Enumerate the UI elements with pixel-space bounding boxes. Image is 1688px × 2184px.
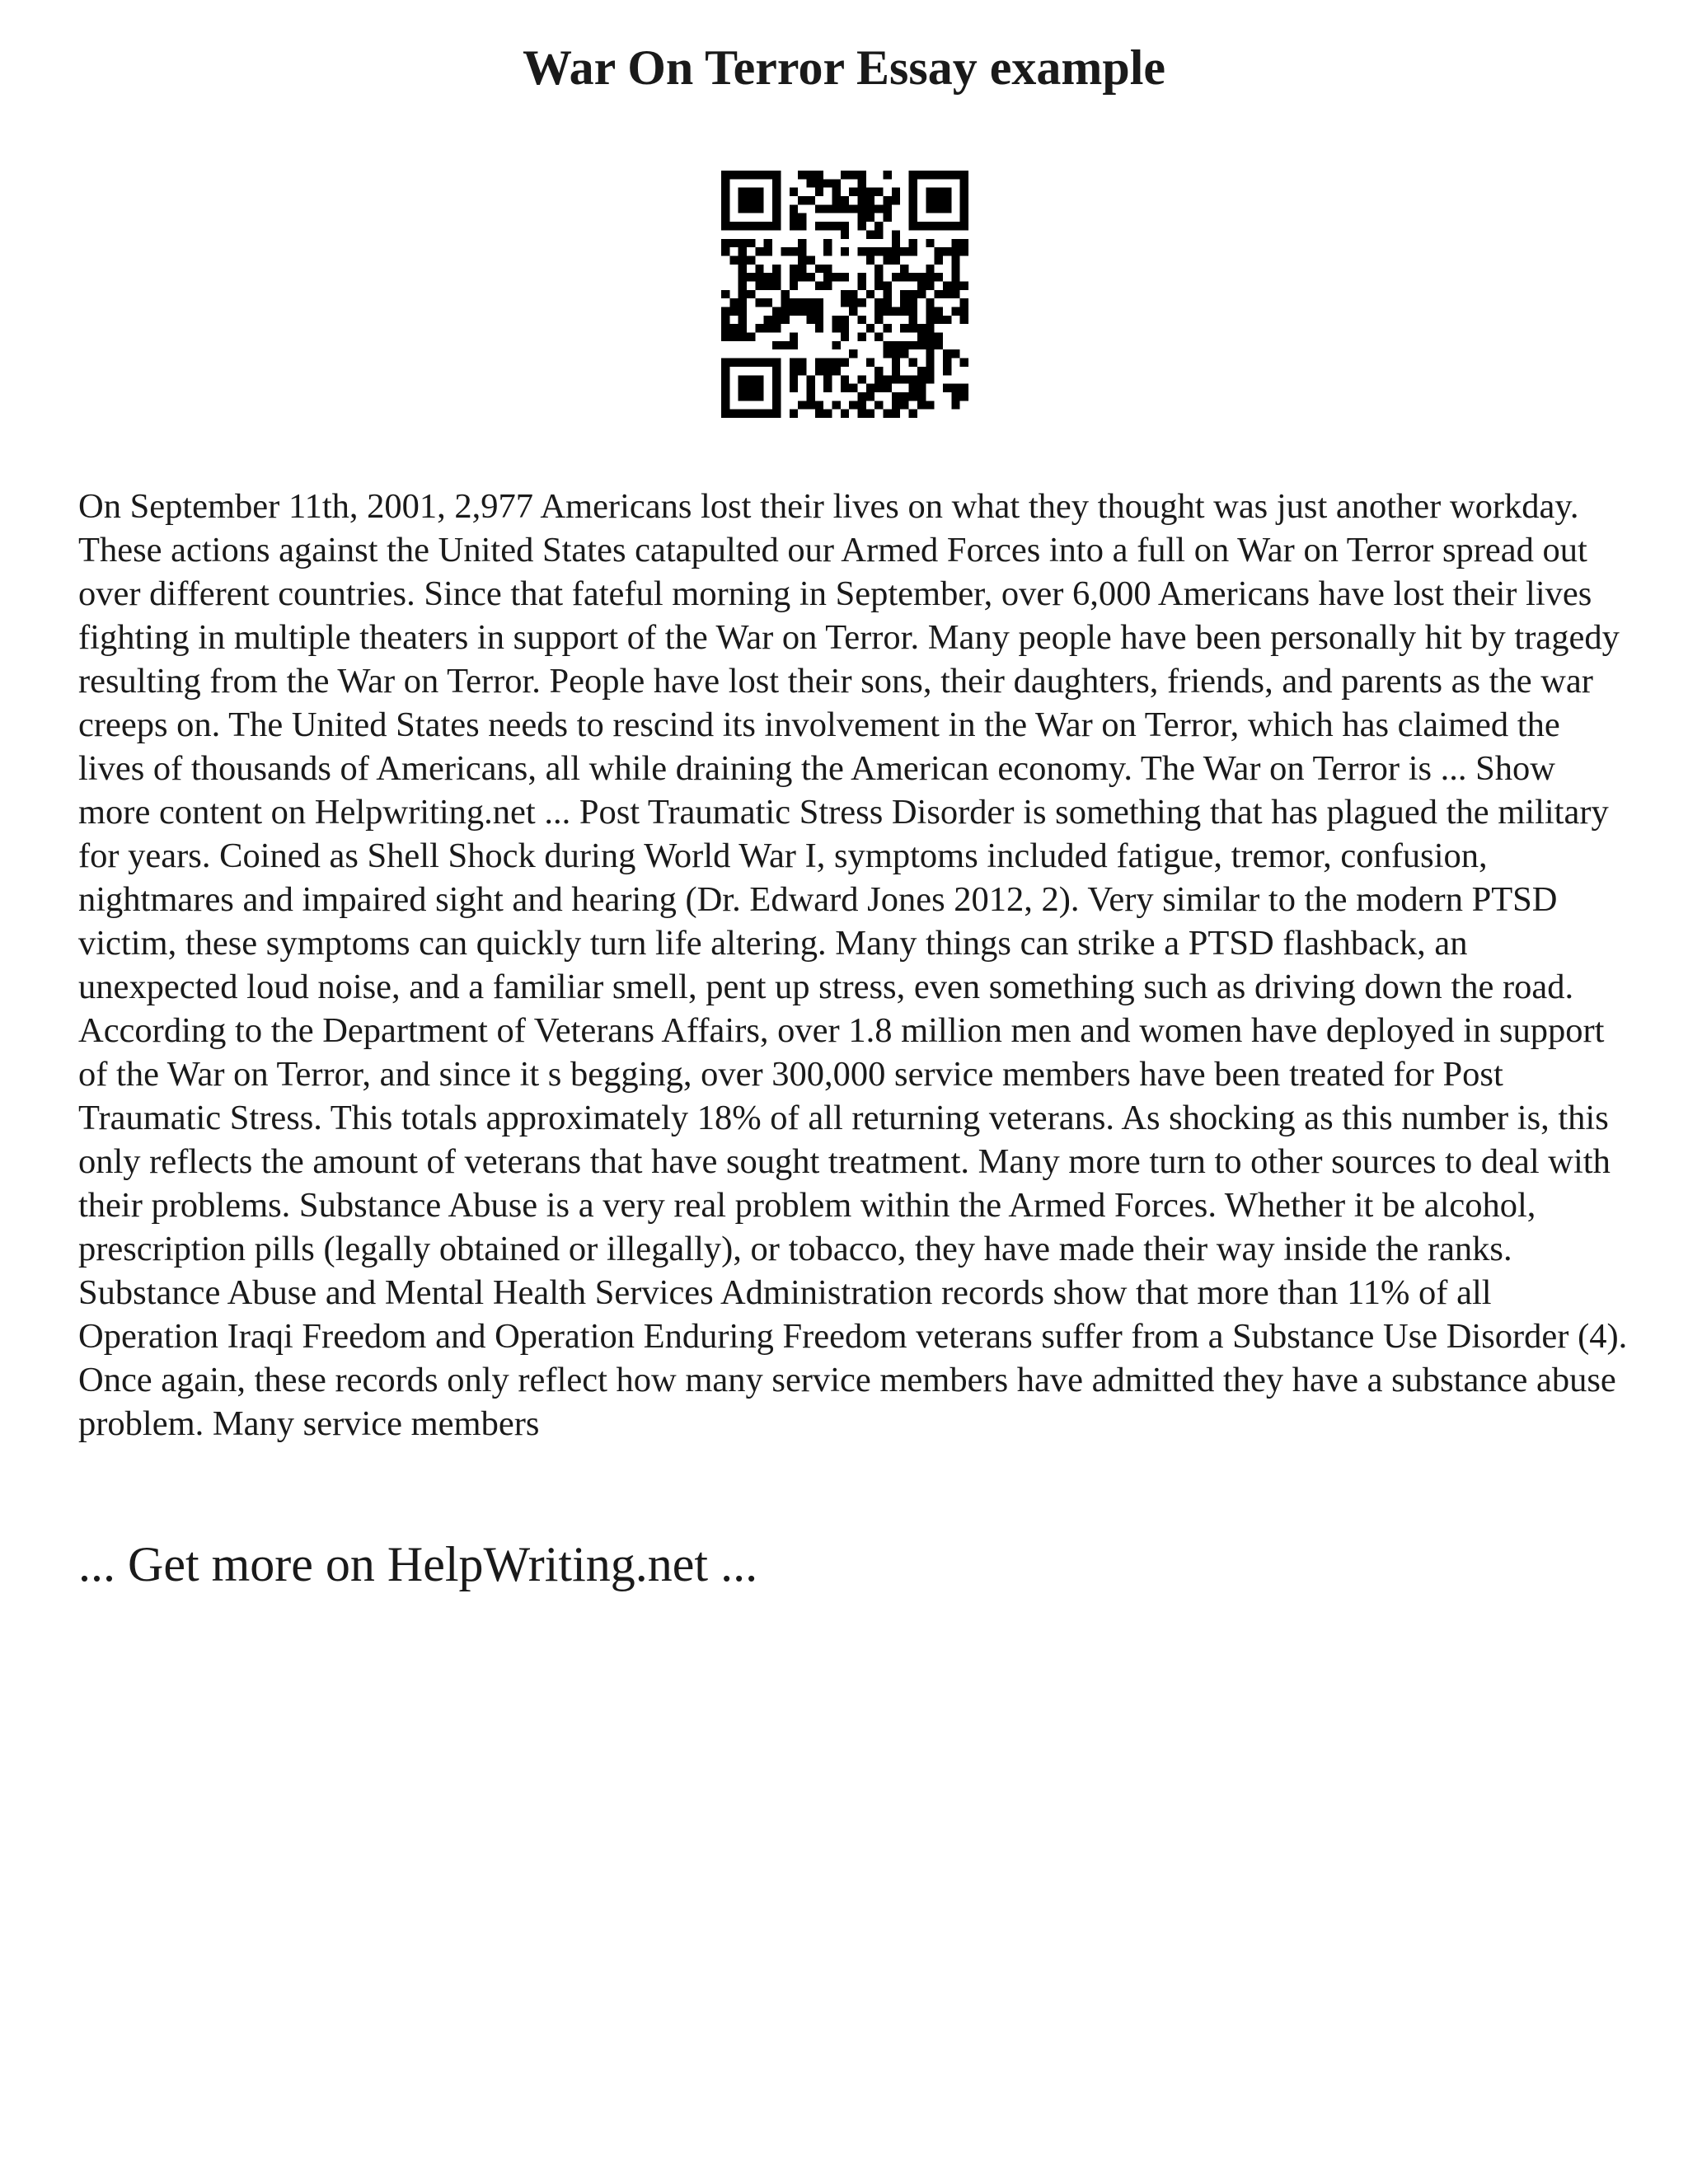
page-title: War On Terror Essay example (522, 40, 1166, 95)
essay-body: On September 11th, 2001, 2,977 Americans lost their lives on what they thought was just another workday. These actions against the United States catapulted our Armed Forces into a full on War on Terror spread out over different countries. Since that fateful morning in September, over 6,000 Americans have lost their lives fighting in multiple theaters in support of the War on Terror. Many people have been personally hit by tragedy resulting from the War on Terror. People have lost their sons, their daughters, friends, and parents as the war creeps on. The United States needs to rescind its involvement in the War on Terror, which has claimed the lives of thousands of Americans, all while draining the American economy. The War on Terror is ... Show more content on Helpwriting.net ... Post Traumatic Stress Disorder is something that has plagued the military for years. Coined as Shell Shock during World War I, symptoms included fatigue, tremor, confusion, nightmares and impaired sight and hearing (Dr. Edward Jones 2012, 2). Very similar to the modern PTSD victim, these symptoms can quickly turn life altering. Many things can strike a PTSD flashback, an unexpected loud noise, and a familiar smell, pent up stress, even something such as driving down the road. According to the Department of Veterans Affairs, over 1.8 million men and women have deployed in support of the War on Terror, and since it s begging, over 300,000 service members have been treated for Post Traumatic Stress. This totals approximately 18% of all returning veterans. As shocking as this number is, this only reflects the amount of veterans that have sought treatment. Many more turn to other sources to deal with their problems. Substance Abuse is a very real problem within the Armed Forces. Whether it be alcohol, prescription pills (legally obtained or illegally), or tobacco, they have made their way inside the ranks. Substance Abuse and Mental Health Services Administration records show that more than 11% of all Operation Iraqi Freedom and Operation Enduring Freedom veterans suffer from a Substance Use Disorder (4). Once again, these records only reflect how many service members have admitted they have a substance abuse problem. Many service members (78, 487, 1628, 1443)
get-more-link[interactable]: ... Get more on HelpWriting.net ... (78, 1537, 758, 1591)
qr-code-icon (721, 171, 968, 418)
